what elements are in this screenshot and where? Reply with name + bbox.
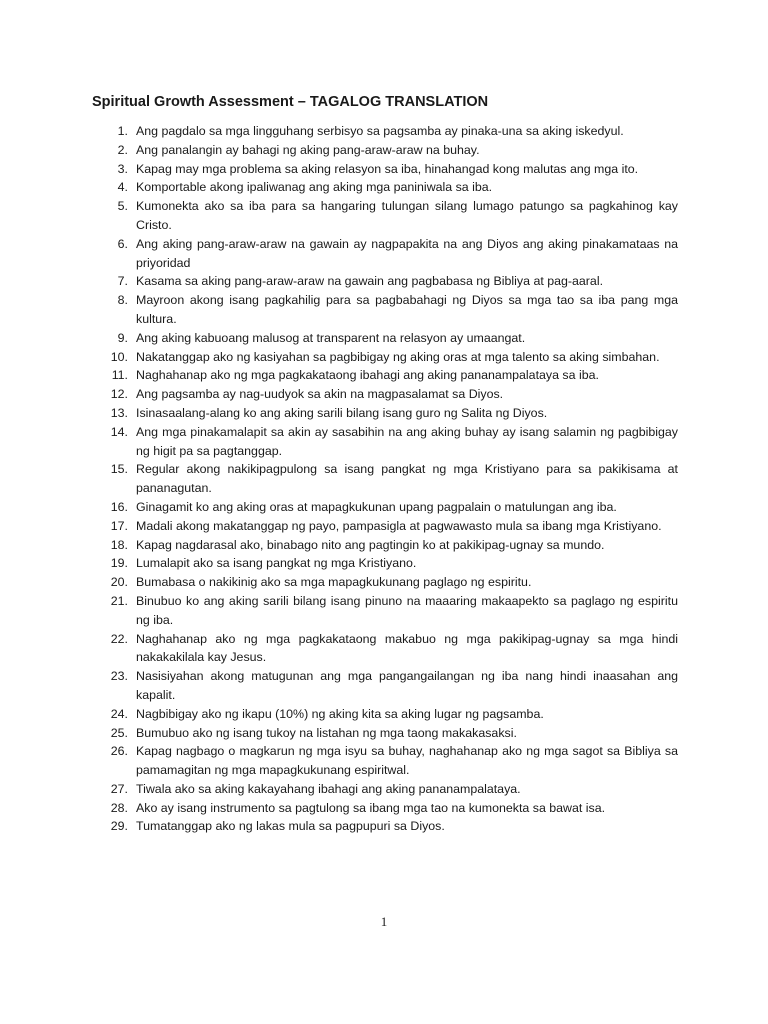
list-item-text: Madali akong makatanggap ng payo, pampasigla at pagwawasto mula sa ibang mga Kristiyano. [136,518,662,533]
list-item [92,780,678,799]
list-item-number: 11. [111,368,128,383]
list-item-number: 9. [117,330,128,345]
list-item-number: 3. [117,161,128,176]
list-item-text: Naghahanap ako ng mga pagkakataong ibahagi ang aking pananampalataya sa iba. [136,368,599,383]
list-item-text: Tumatanggap ako ng lakas mula sa pagpupuri sa Diyos. [136,819,445,834]
list-item-number: 26. [110,744,128,759]
list-item-number: 20. [110,575,128,590]
list-item-number: 21. [110,593,128,608]
list-item-text: Binubuo ko ang aking sarili bilang isang pinuno na maaaring makaapekto sa paglago ng espiritu ng iba. [136,593,678,627]
list-item-text: Kapag nagbago o magkarun ng mga isyu sa buhay, naghahanap ako ng mga sagot sa Bibliya sa pamamagitan ng mga mapagkukunang espiritwal. [136,744,678,778]
list-item-text: Ang pagdalo sa mga lingguhang serbisyo sa pagsamba ay pinaka-una sa aking iskedyul. [136,124,624,138]
list-item [92,291,678,329]
list-item-number: 7. [117,274,128,289]
list-item-text: Nasisiyahan akong matugunan ang mga pangangailangan ng iba nang hindi inaasahan ang kapalit. [136,669,678,702]
list-item-number: 18. [110,537,128,552]
list-item-number: 2. [117,142,128,157]
list-item-text: Bumubuo ako ng isang tukoy na listahan ng mga taong makakasaksi. [136,725,517,740]
list-item-text: Ang panalangin ay bahagi ng aking pang-araw-araw na buhay. [136,142,480,157]
list-item-text: Nakatanggap ako ng kasiyahan sa pagbibigay ng aking oras at mga talento sa aking simbahan. [136,349,660,364]
list-item-text: Ang aking kabuoang malusog at transparent na relasyon ay umaangat. [136,330,526,345]
document-title: Spiritual Growth Assessment – TAGALOG TRANSLATION [92,94,489,110]
list-item-text: Kasama sa aking pang-araw-araw na gawain ang pagbabasa ng Bibliya at pag-aaral. [136,274,604,289]
list-item-text: Kumonekta ako sa iba para sa hangaring tulungan silang lumago patungo sa pagkahinog kay Cristo. [136,199,678,232]
list-item [92,536,678,555]
list-item-number: 14. [110,424,128,439]
list-item-text: Kapag nagdarasal ako, binabago nito ang pagtingin ko at pakikipag-ugnay sa mundo. [136,537,605,552]
list-item [92,630,678,668]
list-item-number: 13. [110,405,128,420]
list-item-number: 12. [110,387,128,402]
list-item-number: 5. [117,199,128,214]
list-item-text: Isinasaalang-alang ko ang aking sarili bilang isang guro ng Salita ng Diyos. [136,405,548,420]
list-item-number: 29. [110,819,128,834]
list-item-text: Ang aking pang-araw-araw na gawain ay nagpapakita na ang Diyos ang aking pinakamataas na priyoridad [136,236,678,270]
list-item [92,705,678,724]
list-item-text: Ginagamit ko ang aking oras at mapagkukunan upang pagpalain o matulungan ang iba. [136,499,617,514]
list-item [92,141,678,160]
list-item [92,404,678,423]
list-item [92,554,678,573]
list-item-number: 17. [110,518,128,533]
list-item-number: 23. [110,669,128,684]
page-number: 1 [380,914,388,929]
assessment-list [92,122,678,836]
list-item [92,235,678,273]
list-item-text: Bumabasa o nakikinig ako sa mga mapagkukunang paglago ng espiritu. [136,575,532,590]
list-item-text: Naghahanap ako ng mga pagkakataong makabuo ng mga pakikipag-ugnay sa mga hindi nakakakilala kay Jesus. [136,631,678,665]
list-item-text: Regular akong nakikipagpulong sa isang pangkat ng mga Kristiyano para sa pakikisama at pananagutan. [136,462,678,496]
list-item [92,742,678,780]
list-item-number: 10. [110,349,128,364]
list-item-number: 22. [110,631,128,646]
list-item-number: 1. [117,124,128,138]
list-item-text: Lumalapit ako sa isang pangkat ng mga Kristiyano. [136,556,417,571]
list-item [92,385,678,404]
list-item-text: Ang pagsamba ay nag-uudyok sa akin na magpasalamat sa Diyos. [136,387,504,402]
list-item-text: Kapag may mga problema sa aking relasyon sa iba, hinahangad kong malutas ang mga ito. [136,161,639,176]
list-item-number: 27. [110,781,128,796]
list-item [92,348,678,367]
list-item-number: 15. [110,462,128,477]
list-item-number: 28. [110,800,128,815]
list-item [92,423,678,461]
list-item-number: 4. [117,180,128,195]
list-item [92,178,678,197]
list-item [92,498,678,517]
list-item-number: 6. [117,236,128,251]
list-item [92,724,678,743]
list-item [92,272,678,291]
list-item [92,573,678,592]
list-item [92,592,678,630]
list-item-number: 19. [110,556,128,571]
list-item [92,122,678,141]
list-item [92,460,678,498]
list-item-text: Ako ay isang instrumento sa pagtulong sa ibang mga tao na kumonekta sa bawat isa. [136,800,606,815]
list-item [92,799,678,818]
list-item [92,160,678,179]
list-item-number: 8. [117,293,128,308]
list-item-text: Nagbibigay ako ng ikapu (10%) ng aking kita sa aking lugar ng pagsamba. [136,706,544,721]
list-item [92,197,678,235]
list-item-number: 24. [110,706,128,721]
list-item-text: Mayroon akong isang pagkahilig para sa pagbabahagi ng Diyos sa mga tao sa iba pang mga kultura. [136,293,678,326]
list-item-number: 16. [110,499,128,514]
list-item-text: Tiwala ako sa aking kakayahang ibahagi ang aking pananampalataya. [136,781,521,796]
list-item [92,329,678,348]
list-item [92,517,678,536]
list-item [92,366,678,385]
list-item-number: 25. [110,725,128,740]
list-item-text: Komportable akong ipaliwanag ang aking mga paniniwala sa iba. [136,180,493,195]
list-item-text: Ang mga pinakamalapit sa akin ay sasabihin na ang aking buhay ay isang salamin ng pagbibigay ng higit pa sa pagtanggap. [136,424,678,458]
list-item [92,817,678,836]
list-item [92,667,678,705]
